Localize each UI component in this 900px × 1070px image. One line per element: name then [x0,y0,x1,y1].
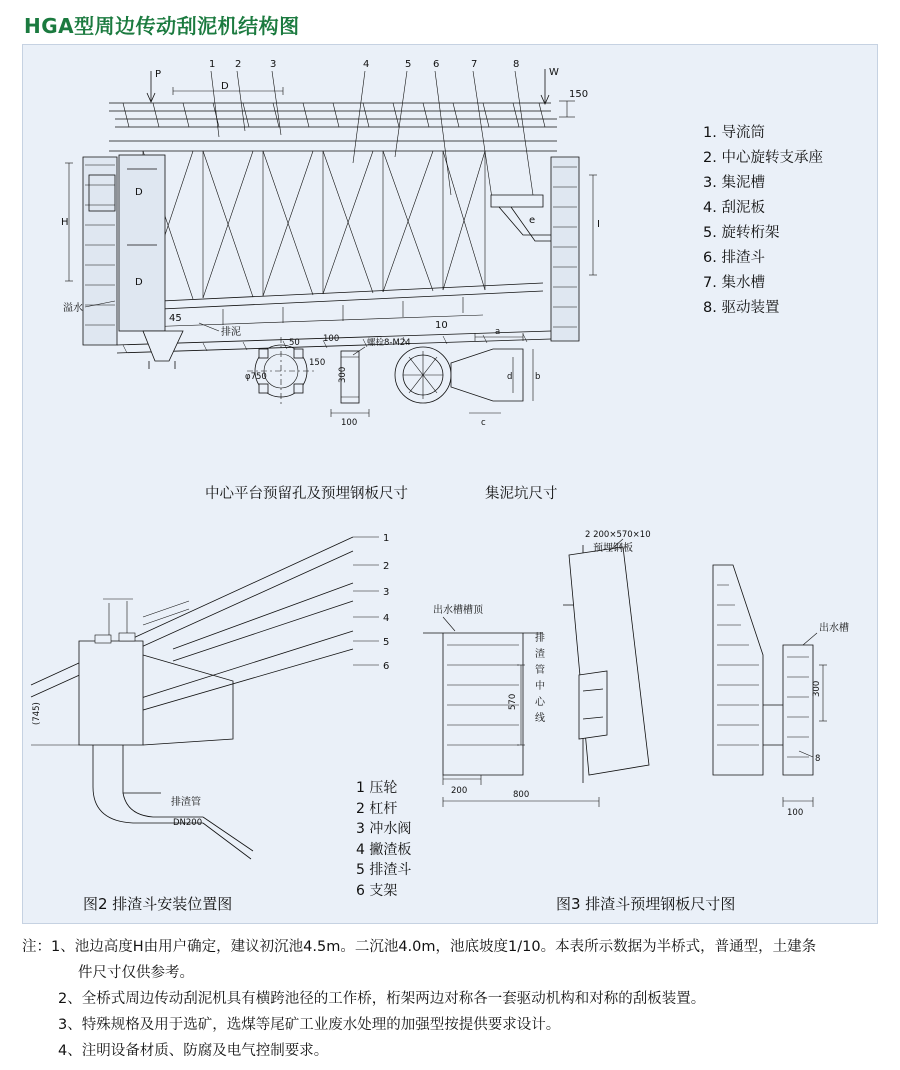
fig3-drawing [423,530,849,818]
svg-text:45: 45 [169,313,182,324]
svg-text:P: P [155,69,162,80]
wall-right [551,157,579,341]
svg-text:出水槽: 出水槽 [819,623,849,634]
svg-text:2: 2 [235,59,242,70]
notes-label: 注： [22,939,51,955]
svg-text:DN200: DN200 [173,818,203,828]
bolt-note [353,337,411,355]
dim-150 [559,89,588,117]
note-text: 注明设备材质、防腐及电气控制要求。 [81,1043,329,1059]
svg-text:100: 100 [341,418,358,428]
diagram-panel [22,44,878,924]
svg-text:8: 8 [815,754,821,764]
notes-block [22,934,882,1064]
fig3-outlet-top-label [433,603,484,631]
fig3-plate [569,547,649,775]
legend-item: 3. 集泥槽 [703,175,765,191]
svg-text:b: b [535,372,541,382]
dim-b [533,349,540,401]
note-text: 全桥式周边传动刮泥机具有横跨池径的工作桥，桁架两边对称各一套驱动机构和对称的刮板装置。 [81,991,706,1007]
svg-text:预埋钢板: 预埋钢板 [593,543,633,554]
dim-100-bottom [331,409,369,428]
svg-text:3: 3 [383,587,390,598]
svg-text:排渣管: 排渣管 [171,797,201,808]
svg-text:c: c [481,418,486,428]
fig2-mechanism [95,599,189,643]
caption-mud-pit: 集泥坑尺寸 [485,486,558,502]
fig2-drawing [31,533,389,859]
svg-text:570: 570 [508,693,518,710]
svg-text:中: 中 [535,681,545,692]
svg-text:4: 4 [383,613,390,624]
svg-text:50: 50 [289,338,300,348]
svg-text:150: 150 [569,89,589,100]
fig3-dim-100 [783,797,813,818]
note-number: 4、 [58,1043,82,1059]
legend-item: 6 支架 [356,882,398,899]
svg-text:200: 200 [451,786,468,796]
legend-item: 8. 驱动装置 [703,300,780,316]
svg-text:线: 线 [535,713,545,724]
legend-item: 4. 刮泥板 [703,200,765,216]
dim-I [589,175,600,275]
truss-webs [143,151,485,301]
callout-numbers [209,59,519,70]
svg-text:(745): (745) [32,702,42,725]
fig2-callout-numbers [383,533,389,672]
legend-item: 1 压轮 [356,780,398,796]
svg-text:5: 5 [383,637,390,648]
svg-text:管: 管 [535,665,545,676]
svg-text:d: d [507,372,513,382]
svg-text:100: 100 [787,808,804,818]
legend-item: 7. 集水槽 [703,275,765,291]
legend-item: 5 排渣斗 [356,862,412,878]
svg-text:6: 6 [383,661,390,672]
note-number: 2、 [58,991,82,1007]
legend-item: 2. 中心旋转支承座 [703,150,823,166]
svg-text:300: 300 [338,366,348,383]
legend-item: 3 冲水阀 [356,821,412,837]
note-row [58,1012,882,1038]
legend-fig2-parts [356,778,411,901]
caption-fig3: 图3 排渣斗预埋钢板尺寸图 [556,895,736,913]
note-number: 3、 [58,1017,82,1033]
svg-text:渣: 渣 [535,649,545,660]
svg-text:4: 4 [363,59,370,70]
svg-text:I: I [597,219,600,230]
dim-H [61,163,73,281]
svg-text:2 200×570×10: 2 200×570×10 [585,530,651,540]
fig2-pipe-labels [171,795,202,828]
svg-text:1: 1 [209,59,216,70]
svg-text:a: a [495,327,501,337]
legend-item: 4 撇渣板 [356,841,412,858]
legend-item: 2 杠杆 [356,800,398,817]
svg-text:心: 心 [535,697,545,708]
caption-fig2: 图2 排渣斗安装位置图 [83,895,233,913]
wall-left [83,157,117,345]
svg-text:W: W [549,67,559,78]
note-row [58,1038,882,1064]
legend-item: 1. 导流筒 [703,125,765,141]
main-elevation-view [61,59,600,369]
fig3-plate-note [585,530,651,554]
svg-text:D: D [221,81,229,92]
dim-c [469,413,501,428]
page-title: HGA型周边传动刮泥机结构图 [24,14,300,38]
svg-text:螺栓8-M24: 螺栓8-M24 [367,338,411,348]
center-drum [119,155,165,331]
svg-text:H: H [61,217,69,228]
sludge-hopper [143,331,183,369]
dim-D-top [173,81,283,95]
marker-p [147,69,161,102]
fig3-dim-200 [443,775,481,796]
svg-text:出水槽槽顶: 出水槽槽顶 [433,605,483,616]
svg-text:排: 排 [535,633,545,644]
note-row [58,986,882,1012]
marker-w [541,67,559,104]
svg-text:排泥: 排泥 [221,327,241,338]
fig3-dim-300 [812,665,827,721]
caption-center-plate: 中心平台预留孔及预埋钢板尺寸 [205,486,408,502]
legend-main-parts [703,121,823,321]
legend-item: 5. 旋转桁架 [703,225,780,241]
note-text: 特殊规格及用于选矿，选煤等尾矿工业废水处理的加强型按提供要求设计。 [81,1017,561,1033]
note-row [22,934,882,960]
note-text: 池边高度H由用户确定，建议初沉池4.5m。二沉池4.0m，池底坡度1/10。本表所示数据为半桥式，普通型，土建条 [74,939,817,955]
dim-a [475,327,523,341]
legend-item: 6. 排渣斗 [703,250,765,266]
svg-text:D: D [135,187,143,198]
svg-text:2: 2 [383,561,390,572]
svg-text:5: 5 [405,59,412,70]
svg-text:3: 3 [270,59,277,70]
drive-unit [491,195,551,241]
svg-text:φ750: φ750 [245,372,267,382]
svg-text:800: 800 [513,790,530,800]
svg-text:7: 7 [471,59,478,70]
mud-pit-detail [395,327,540,428]
svg-text:溢水: 溢水 [63,303,83,314]
note-number: 1、 [51,939,75,955]
svg-text:e: e [529,215,536,226]
svg-text:100: 100 [323,334,340,344]
note-continuation: 件尺寸仅供参考。 [78,965,194,981]
sludge-label [199,323,241,338]
svg-text:300: 300 [812,680,822,697]
svg-text:150: 150 [309,358,326,368]
svg-text:1: 1 [383,533,390,544]
svg-text:8: 8 [513,59,520,70]
svg-text:D: D [135,277,143,288]
svg-text:6: 6 [433,59,440,70]
svg-text:10: 10 [435,320,448,331]
fig3-outlet-label [803,621,849,645]
